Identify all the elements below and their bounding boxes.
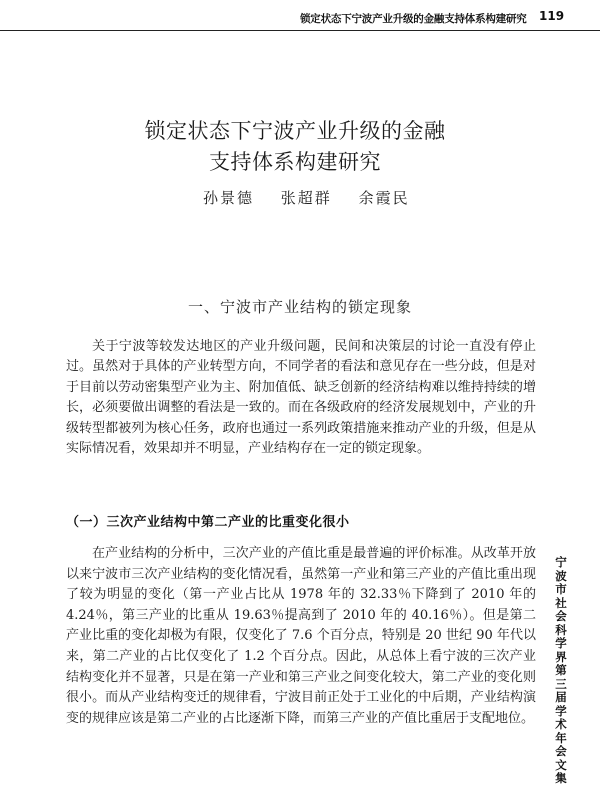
author-name: 余霞民: [358, 189, 410, 207]
body-paragraph: 在产业结构的分析中，三次产业的产值比重是最普遍的评价标准。从改革开放以来宁波市三次产业结构的变化情况看，虽然第一产业和第三产业的产值比重出现了较为明显的变化（第一产业占比从 1978 年的 32.33％下降到了 2010 年的 4.24％，第三产业的比重从 19.63％提高到了 2010 年的 40.16％）。但是第二产业比重的变化却极为有限，仅变化了 7.6 个百分点，特别是 20 世纪 90 年代以来，第二产业的占比仅变化了 1.2 个百分点。因此，从总体上看宁波的三次产业结构变化并不显著，只是在第一产业和第三产业之间变化较大，第二产业的变化则很小。而从产业结构变迁的规律看，宁波目前正处于工业化的中后期，产业结构演变的规律应该是第二产业的占比逐渐下降，而第三产业的产值比重居于支配地位。: [66, 546, 536, 726]
article-title-line-1: 锁定状态下宁波产业升级的金融: [144, 119, 446, 143]
intro-paragraph: 关于宁波等较发达地区的产业升级问题，民间和决策层的讨论一直没有停止过。虽然对于具体的产业转型方向，不同学者的看法和意见存在一些分歧，但是对于目前以劳动密集型产业为主、附加值低、缺乏创新的经济结构难以维持持续的增长，必须要做出调整的看法是一致的。而在各级政府的经济发展规划中，产业的升级转型都被列为核心任务，政府也通过一系列政策措施来推动产业的升级，但是从实际情况看，效果却并不明显，产业结构存在一定的锁定现象。: [66, 339, 536, 457]
vertical-margin-note: 宁波市社会科学界第三届学术年会文集: [555, 555, 567, 785]
article-title-line-2: 支持体系构建研究: [209, 150, 381, 174]
section-heading: 一、宁波市产业结构的锁定现象: [188, 298, 413, 316]
author-name: 孙景德: [203, 189, 255, 207]
page-number: 119: [539, 9, 565, 23]
author-name: 张超群: [280, 189, 332, 207]
running-header: [0, 8, 600, 26]
header-rule: [0, 30, 600, 31]
author-list: [203, 187, 430, 208]
subsection-heading: （一）三次产业结构中第二产业的比重变化很小: [66, 515, 350, 530]
running-title: 锁定状态下宁波产业升级的金融支持体系构建研究: [300, 13, 527, 25]
